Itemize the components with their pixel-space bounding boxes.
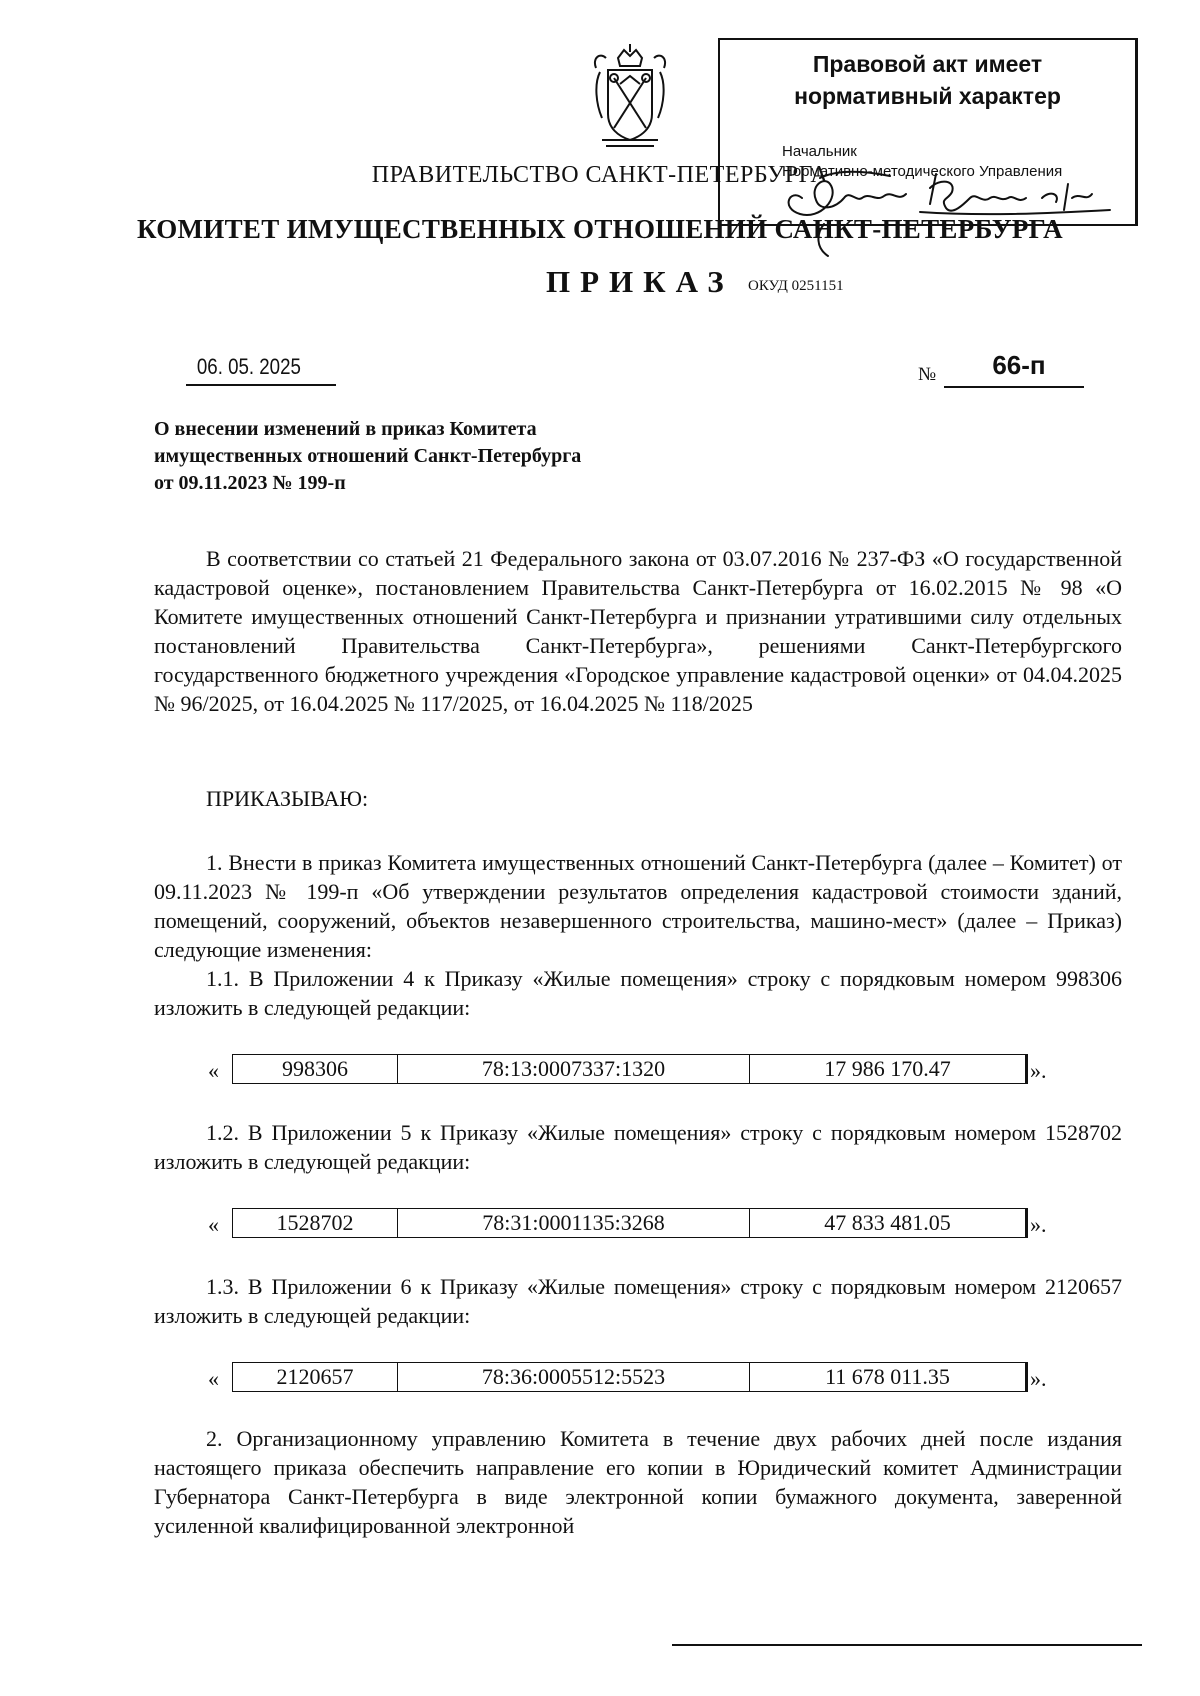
row-3-cadastral-value: 11 678 011.35 [825, 1364, 950, 1389]
row-1-cadastral-value: 17 986 170.47 [824, 1056, 951, 1081]
stamp-role-line1: Начальник [782, 143, 857, 160]
row-2-cadastral-value: 47 833 481.05 [824, 1210, 951, 1235]
date-underline [186, 384, 336, 386]
okud-code: ОКУД 0251151 [748, 278, 844, 294]
order-word: ПРИКАЗЫВАЮ: [206, 786, 369, 811]
row-3-quote-close: ». [1030, 1366, 1047, 1391]
subject-line3: от 09.11.2023 № 199-п [154, 472, 346, 494]
order-date: 06. 05. 2025 [196, 354, 301, 379]
row-2-number: 1528702 [233, 1209, 398, 1237]
item-1-1-paragraph: 1.1. В Приложении 4 к Приказу «Жилые помещения» строку с порядковым номером 998306 изложить в следующей редакции: [154, 966, 1122, 1020]
order-subject [154, 416, 754, 497]
subject-line2: имущественных отношений Санкт-Петербурга [154, 445, 582, 467]
row-1-number: 998306 [233, 1055, 398, 1083]
row-2-cadastral-number: 78:31:0001135:3268 [398, 1209, 750, 1237]
saint-petersburg-coat-of-arms-icon [590, 44, 670, 152]
number-underline [944, 386, 1084, 388]
row-2-quote-close: ». [1030, 1212, 1047, 1237]
row-3-quote-open: « [208, 1366, 219, 1391]
stamp-title [720, 48, 1135, 112]
document-title: ПРИКАЗ [546, 264, 734, 299]
subject-line1: О внесении изменений в приказ Комитета [154, 418, 537, 440]
stamp-role-line2: Нормативно-методического Управления [782, 163, 1063, 180]
table-row [232, 1362, 1028, 1392]
row-3-cadastral-number: 78:36:0005512:5523 [398, 1363, 750, 1391]
committee-name: КОМИТЕТ ИМУЩЕСТВЕННЫХ ОТНОШЕНИЙ САНКТ-ПЕТЕРБУРГА [137, 214, 1063, 244]
stamp-title-line1: Правовой акт имеет [812, 51, 1043, 77]
number-sign: № [918, 364, 937, 385]
item-2-paragraph: 2. Организационному управлению Комитета в течение двух рабочих дней после издания настоящего приказа обеспечить направление его копии в Юридический комитет Администрации Губернатора Санкт-Петербурга в виде электронной копии бумажного документа, заверенной усиленной квалифицированной электронной [154, 1426, 1122, 1538]
item-1-2-paragraph: 1.2. В Приложении 5 к Приказу «Жилые помещения» строку с порядковым номером 1528702 изложить в следующей редакции: [154, 1120, 1122, 1174]
row-2-quote-open: « [208, 1212, 219, 1237]
row-1-cadastral-number: 78:13:0007337:1320 [398, 1055, 750, 1083]
preamble-paragraph: В соответствии со статьей 21 Федерального закона от 03.07.2016 № 237-ФЗ «О государственной кадастровой оценке», постановлением Правительства Санкт-Петербурга от 16.02.2015 № 98 «О Комитете имущественных отношений Санкт-Петербурга и признании утратившими силу отдельных постановлений Правительства Санкт-Петербурга», решениями Санкт-Петербургского государственного бюджетного учреждения «Городское управление кадастровой оценки» от 04.04.2025 № 96/2025, от 16.04.2025 № 117/2025, от 16.04.2025 № 118/2025 [154, 546, 1122, 716]
item-1-paragraph: 1. Внести в приказ Комитета имущественных отношений Санкт-Петербурга (далее – Комитет) от 09.11.2023 № 199-п «Об утверждении результатов определения кадастровой стоимости зданий, помещений, сооружений, объектов незавершенного строительства, машино-мест» (далее – Приказ) следующие изменения: [154, 850, 1122, 962]
table-row [232, 1054, 1028, 1084]
footer-rule [672, 1644, 1142, 1646]
row-3-number: 2120657 [233, 1363, 398, 1391]
item-1-3-paragraph: 1.3. В Приложении 6 к Приказу «Жилые помещения» строку с порядковым номером 2120657 изложить в следующей редакции: [154, 1274, 1122, 1328]
stamp-title-line2: нормативный характер [794, 83, 1061, 109]
row-1-quote-open: « [208, 1058, 219, 1083]
table-row [232, 1208, 1028, 1238]
government-name: ПРАВИТЕЛЬСТВО САНКТ-ПЕТЕРБУРГА [371, 162, 829, 188]
row-1-quote-close: ». [1030, 1058, 1047, 1083]
order-number: 66-п [992, 350, 1046, 380]
